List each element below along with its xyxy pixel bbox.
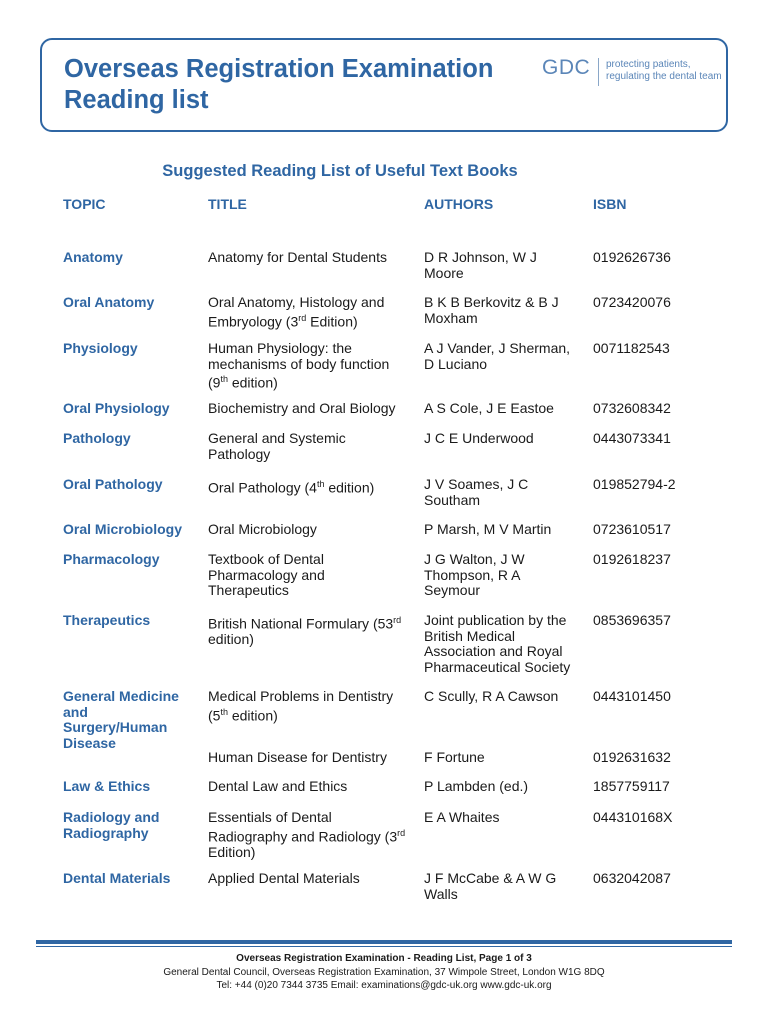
title-cell <box>208 401 408 417</box>
title-line: Dental Law and Ethics <box>208 778 348 794</box>
column-header-authors: AUTHORS <box>424 196 494 212</box>
title-line <box>208 311 408 330</box>
topic-cell <box>63 613 198 629</box>
topic-cell <box>63 779 198 795</box>
topic-cell <box>63 689 198 751</box>
title-text: British National Formulary (53 <box>208 615 394 632</box>
authors-line: Seymour <box>424 582 481 598</box>
title-cell <box>208 295 408 330</box>
title-text: Radiography and Radiology (3 <box>208 828 398 845</box>
topic-line: Pharmacology <box>63 551 160 567</box>
topic-line: Physiology <box>63 340 138 356</box>
authors-line: Association and Royal <box>424 643 563 659</box>
isbn-cell: 0723610517 <box>593 521 671 537</box>
title-cell <box>208 689 408 724</box>
isbn-cell: 019852794-2 <box>593 476 676 492</box>
authors-cell <box>424 477 584 508</box>
title-superscript: rd <box>393 615 402 625</box>
topic-line: Surgery/Human <box>63 719 168 735</box>
title-text: edition) <box>227 707 278 724</box>
authors-cell <box>424 750 584 766</box>
title-cell <box>208 779 408 795</box>
topic-cell <box>63 341 198 357</box>
isbn-cell: 0853696357 <box>593 612 671 628</box>
isbn-cell: 0192618237 <box>593 551 671 567</box>
authors-line: Joint publication by the <box>424 612 567 628</box>
topic-line: Therapeutics <box>63 612 151 628</box>
topic-line: Law & Ethics <box>63 778 151 794</box>
isbn-cell: 0632042087 <box>593 870 671 886</box>
authors-line: A S Cole, J E Eastoe <box>424 400 554 416</box>
isbn-cell: 0192631632 <box>593 749 671 765</box>
topic-cell <box>63 401 198 417</box>
title-superscript: th <box>316 479 325 489</box>
topic-cell <box>63 552 198 568</box>
title-line <box>208 613 408 632</box>
authors-cell <box>424 522 584 538</box>
title-text: (9 <box>208 374 221 391</box>
authors-cell <box>424 431 584 447</box>
authors-line: D Luciano <box>424 355 488 372</box>
authors-line: J G Walton, J W <box>424 551 525 567</box>
authors-cell <box>424 613 584 675</box>
title-text: (5 <box>208 707 221 724</box>
title-line <box>208 810 408 826</box>
logo-tagline-2: regulating the dental team <box>606 71 722 82</box>
authors-cell <box>424 341 584 372</box>
logo-text: GDC <box>542 56 591 79</box>
topic-line: Radiography <box>63 824 149 841</box>
title-cell <box>208 750 408 766</box>
title-line: Pathology <box>208 445 271 462</box>
authors-cell <box>424 871 584 902</box>
page-title-line-1: Overseas Registration Examination <box>64 55 494 83</box>
authors-line: Moxham <box>424 309 478 326</box>
title-text: edition) <box>227 374 278 391</box>
topic-cell <box>63 477 198 493</box>
title-text: edition) <box>324 479 375 496</box>
topic-cell <box>63 431 198 447</box>
title-superscript: th <box>220 374 228 384</box>
authors-line: E A Whaites <box>424 809 500 825</box>
title-line <box>208 632 408 648</box>
authors-line: British Medical <box>424 627 516 644</box>
topic-cell <box>63 810 198 841</box>
title-line <box>208 826 408 845</box>
column-header-topic: TOPIC <box>63 196 106 212</box>
title-text: Embryology (3 <box>208 313 299 330</box>
column-header-title: TITLE <box>208 196 247 212</box>
title-text: mechanisms of body function <box>208 355 390 372</box>
topic-line: and <box>63 703 88 720</box>
topic-line: Oral Physiology <box>63 400 170 416</box>
title-cell <box>208 810 408 860</box>
title-text: Oral Pathology (4 <box>208 479 317 496</box>
topic-cell <box>63 871 198 887</box>
authors-line: C Scully, R A Cawson <box>424 688 559 704</box>
header-box <box>40 38 728 132</box>
title-cell <box>208 522 408 538</box>
title-text: Edition) <box>208 843 256 860</box>
topic-cell <box>63 522 198 538</box>
authors-line: Southam <box>424 491 481 508</box>
title-line: Anatomy for Dental Students <box>208 249 387 265</box>
isbn-cell: 0732608342 <box>593 400 671 416</box>
topic-line: Oral Pathology <box>63 476 163 492</box>
authors-cell <box>424 810 584 826</box>
topic-cell <box>63 250 198 266</box>
isbn-cell: 1857759117 <box>593 778 670 794</box>
title-line <box>208 341 408 357</box>
title-cell <box>208 613 408 648</box>
authors-cell <box>424 295 584 326</box>
topic-line: General Medicine <box>63 688 179 704</box>
authors-line: D R Johnson, W J <box>424 249 537 265</box>
logo-tagline-1: protecting patients, <box>606 59 691 70</box>
topic-line: Anatomy <box>63 249 123 265</box>
authors-line: J C E Underwood <box>424 430 534 446</box>
isbn-cell: 0443073341 <box>593 430 671 446</box>
title-line: Human Disease for Dentistry <box>208 749 387 765</box>
isbn-cell: 0443101450 <box>593 688 671 704</box>
isbn-cell: 0071182543 <box>593 340 670 356</box>
topic-cell <box>63 295 198 311</box>
logo-tagline <box>606 59 722 83</box>
authors-cell <box>424 689 584 705</box>
authors-line: Moore <box>424 264 464 281</box>
topic-line: Pathology <box>63 430 131 446</box>
title-line <box>208 845 408 861</box>
title-superscript: th <box>220 706 228 717</box>
authors-cell <box>424 250 584 281</box>
title-superscript: rd <box>298 312 307 323</box>
isbn-cell: 0723420076 <box>593 294 671 310</box>
title-cell <box>208 552 408 599</box>
title-line <box>208 477 408 496</box>
isbn-cell: 0192626736 <box>593 249 671 265</box>
title-cell <box>208 431 408 462</box>
title-cell <box>208 871 408 887</box>
title-superscript: rd <box>397 827 406 838</box>
footer-rule-thin <box>36 946 732 947</box>
title-line: Therapeutics <box>208 582 289 598</box>
title-line: Biochemistry and Oral Biology <box>208 400 396 416</box>
title-line <box>208 295 408 311</box>
page-title <box>64 54 493 116</box>
title-line: Textbook of Dental <box>208 551 324 567</box>
title-text: Essentials of Dental <box>208 809 332 825</box>
authors-line: J V Soames, J C <box>424 476 529 492</box>
title-line <box>208 705 408 724</box>
title-line <box>208 689 408 705</box>
title-cell <box>208 341 408 391</box>
title-line: Applied Dental Materials <box>208 870 360 886</box>
title-line: General and Systemic <box>208 430 346 446</box>
title-text: Human Physiology: the <box>208 340 352 356</box>
page-title-line-2: Reading list <box>64 86 209 114</box>
column-header-isbn: ISBN <box>593 196 627 212</box>
title-line <box>208 357 408 373</box>
title-cell <box>208 477 408 496</box>
topic-line: Radiology and <box>63 809 160 825</box>
title-line <box>208 372 408 391</box>
authors-line: A J Vander, J Sherman, <box>424 340 571 356</box>
topic-line: Dental Materials <box>63 870 171 886</box>
authors-cell <box>424 401 584 417</box>
title-text: edition) <box>208 631 254 648</box>
authors-line: Pharmaceutical Society <box>424 658 571 675</box>
authors-line: F Fortune <box>424 749 485 765</box>
authors-line: Thompson, R A <box>424 566 521 583</box>
title-cell <box>208 250 408 266</box>
title-text: Edition) <box>306 313 358 330</box>
footer-contact: Tel: +44 (0)20 7344 3735 Email: examinations@gdc-uk.org www.gdc-uk.org <box>216 980 552 991</box>
title-text: Medical Problems in Dentistry <box>208 688 394 704</box>
topic-line: Oral Anatomy <box>63 294 155 310</box>
title-line: Pharmacology and <box>208 566 325 583</box>
isbn-cell: 044310168X <box>593 809 673 825</box>
footer-address: General Dental Council, Overseas Registration Examination, 37 Wimpole Street, London W1G 8DQ <box>163 967 605 978</box>
authors-cell <box>424 779 584 795</box>
authors-line: P Marsh, M V Martin <box>424 521 552 537</box>
authors-line: J F McCabe & A W G <box>424 870 557 886</box>
topic-line: Disease <box>63 734 116 751</box>
authors-cell <box>424 552 584 599</box>
footer-page-info: Overseas Registration Examination - Reading List, Page 1 of 3 <box>236 953 532 964</box>
logo-divider <box>598 58 599 86</box>
title-line: Oral Microbiology <box>208 521 317 537</box>
authors-line: P Lambden (ed.) <box>424 778 529 794</box>
title-text: Oral Anatomy, Histology and <box>208 294 385 310</box>
authors-line: Walls <box>424 885 458 902</box>
authors-line: B K B Berkovitz & B J <box>424 294 559 310</box>
section-subtitle: Suggested Reading List of Useful Text Books <box>162 162 518 180</box>
topic-line: Oral Microbiology <box>63 521 183 537</box>
footer-rule-thick <box>36 940 732 944</box>
